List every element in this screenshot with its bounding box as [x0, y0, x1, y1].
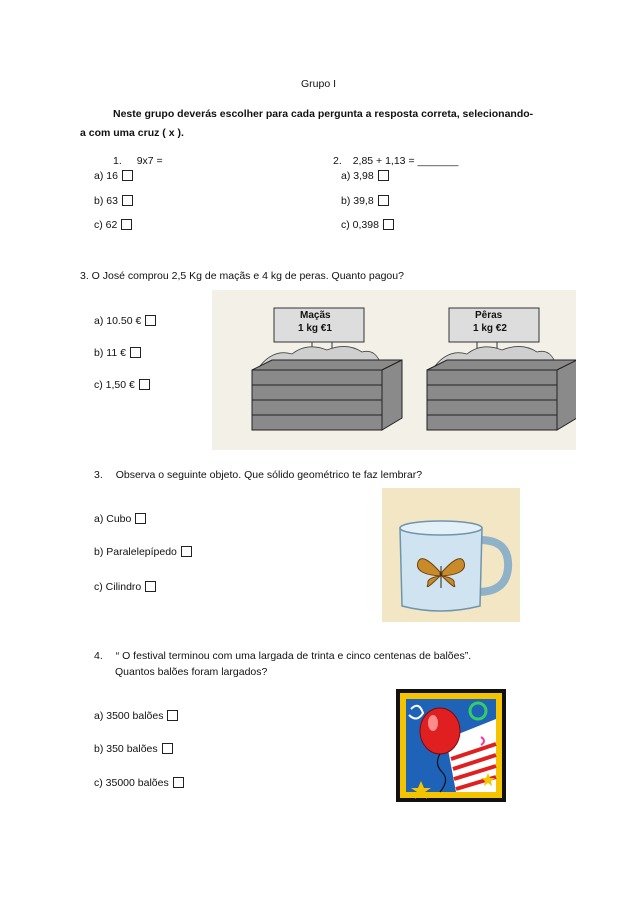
q5-option-b-checkbox[interactable] — [162, 743, 173, 754]
q5-option-b: b) 350 balões — [94, 743, 173, 755]
sign-right-title: Pêras — [475, 310, 503, 321]
q2-prompt: 2,85 + 1,13 = _______ — [352, 155, 459, 167]
q5-prompt: “ O festival terminou com uma largada de trinta e cinco centenas de balões”. — [115, 650, 472, 662]
q2-option-a-checkbox[interactable] — [378, 170, 389, 181]
sign-left-price: 1 kg €1 — [298, 323, 332, 334]
balloon-image — [396, 689, 506, 802]
q2-header — [333, 155, 458, 167]
q3-prompt: 3. O José comprou 2,5 Kg de maçãs e 4 kg de peras. Quanto pagou? — [80, 270, 404, 282]
instructions-line-2: a com uma cruz ( x ). — [80, 127, 184, 139]
q1-option-b-checkbox[interactable] — [122, 195, 133, 206]
q4-option-b-checkbox[interactable] — [181, 546, 192, 557]
q2-option-a: a) 3,98 — [341, 170, 389, 182]
q1-prompt: 9x7 = — [136, 155, 163, 167]
q5-option-a: a) 3500 balões — [94, 710, 178, 722]
q1-option-a-checkbox[interactable] — [122, 170, 133, 181]
q1-option-b: b) 63 — [94, 195, 133, 207]
q5-prompt-line-2: Quantos balões foram largados? — [115, 666, 268, 678]
q1-option-a: a) 16 — [94, 170, 133, 182]
q3-option-b-checkbox[interactable] — [130, 347, 141, 358]
q5-option-c: c) 35000 balões — [94, 777, 184, 789]
q1-number: 1. — [113, 155, 122, 167]
balloon-icon — [420, 708, 460, 754]
fruit-crates-image — [212, 290, 576, 450]
q5-option-a-checkbox[interactable] — [167, 710, 178, 721]
q4-prompt: Observa o seguinte objeto. Que sólido geométrico te faz lembrar? — [115, 469, 423, 481]
sign-left-title: Maçãs — [300, 310, 331, 321]
instructions-line-1: Neste grupo deverás escolher para cada pergunta a resposta correta, selecionando- — [113, 108, 534, 120]
mug-image — [382, 488, 520, 622]
q4-option-c: c) Cilindro — [94, 581, 156, 593]
q1-option-c-checkbox[interactable] — [121, 219, 132, 230]
q2-option-b: b) 39,8 — [341, 195, 389, 207]
q2-option-b-checkbox[interactable] — [378, 195, 389, 206]
q5-number: 4. — [94, 650, 103, 662]
q4-number: 3. — [94, 469, 103, 481]
q4-option-a-checkbox[interactable] — [135, 513, 146, 524]
q1-header — [113, 155, 163, 167]
q5-option-c-checkbox[interactable] — [173, 777, 184, 788]
q3-option-c: c) 1,50 € — [94, 379, 150, 391]
q4-option-c-checkbox[interactable] — [145, 581, 156, 592]
q3-option-a: a) 10.50 € — [94, 315, 156, 327]
q5-prompt-line-1 — [94, 650, 471, 662]
q3-option-b: b) 11 € — [94, 347, 141, 359]
q4-option-a: a) Cubo — [94, 513, 146, 525]
q2-number: 2. — [333, 155, 342, 167]
q3-option-a-checkbox[interactable] — [145, 315, 156, 326]
q4-header — [94, 469, 422, 481]
q2-option-c: c) 0,398 — [341, 219, 394, 231]
q1-option-c: c) 62 — [94, 219, 132, 231]
page-title: Grupo I — [301, 78, 337, 90]
q3-option-c-checkbox[interactable] — [139, 379, 150, 390]
q2-option-c-checkbox[interactable] — [383, 219, 394, 230]
q4-option-b: b) Paralelepípedo — [94, 546, 192, 558]
sign-right-price: 1 kg €2 — [473, 323, 507, 334]
